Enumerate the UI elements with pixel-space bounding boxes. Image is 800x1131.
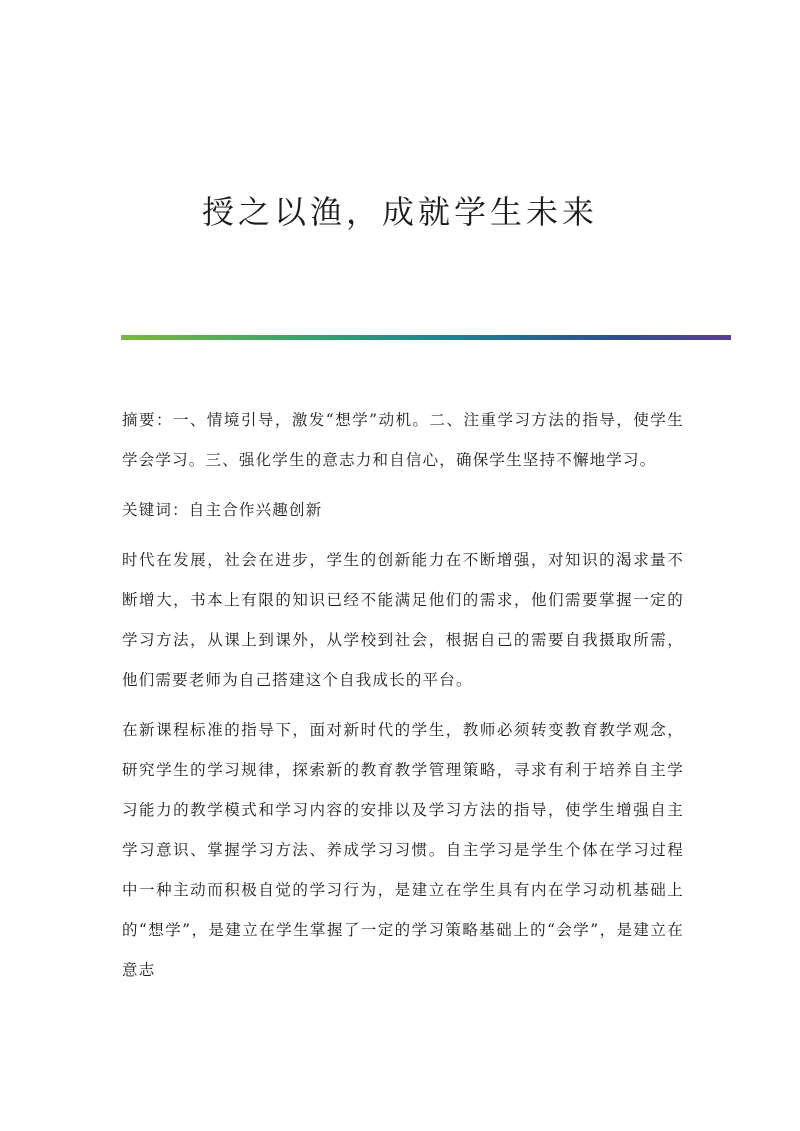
body-paragraph-2: 在新课程标准的指导下，面对新时代的学生，教师必须转变教育教学观念，研究学生的学习规律，探索新的教育教学管理策略，寻求有利于培养自主学习能力的教学模式和学习内容的安排以及学习方法的指导，使学生增强自主学习意识、掌握学习方法、养成学习习惯。自主学习是学生个体在学习过程中一种主动而积极自觉的学习行为，是建立在学生具有内在学习动机基础上的“想学”，是建立在学生掌握了一定的学习策略基础上的“会学”，是建立在意志 — [122, 721, 684, 979]
document-title: 授之以渔，成就学生未来 — [201, 193, 598, 231]
document-body — [122, 400, 684, 1000]
body-paragraph-1: 时代在发展，社会在进步，学生的创新能力在不断增强，对知识的渴求量不断增大，书本上有限的知识已经不能满足他们的需求，他们需要掌握一定的学习方法，从课上到课外，从学校到社会，根据自己的需要自我摄取所需，他们需要老师为自己搭建这个自我成长的平台。 — [122, 551, 684, 689]
title-divider — [121, 335, 731, 340]
abstract-paragraph: 摘要：一、情境引导，激发“想学”动机。二、注重学习方法的指导，使学生学会学习。三、强化学生的意志力和自信心，确保学生坚持不懈地学习。 — [122, 411, 684, 469]
keywords-paragraph: 关键词：自主合作兴趣创新 — [122, 501, 323, 519]
